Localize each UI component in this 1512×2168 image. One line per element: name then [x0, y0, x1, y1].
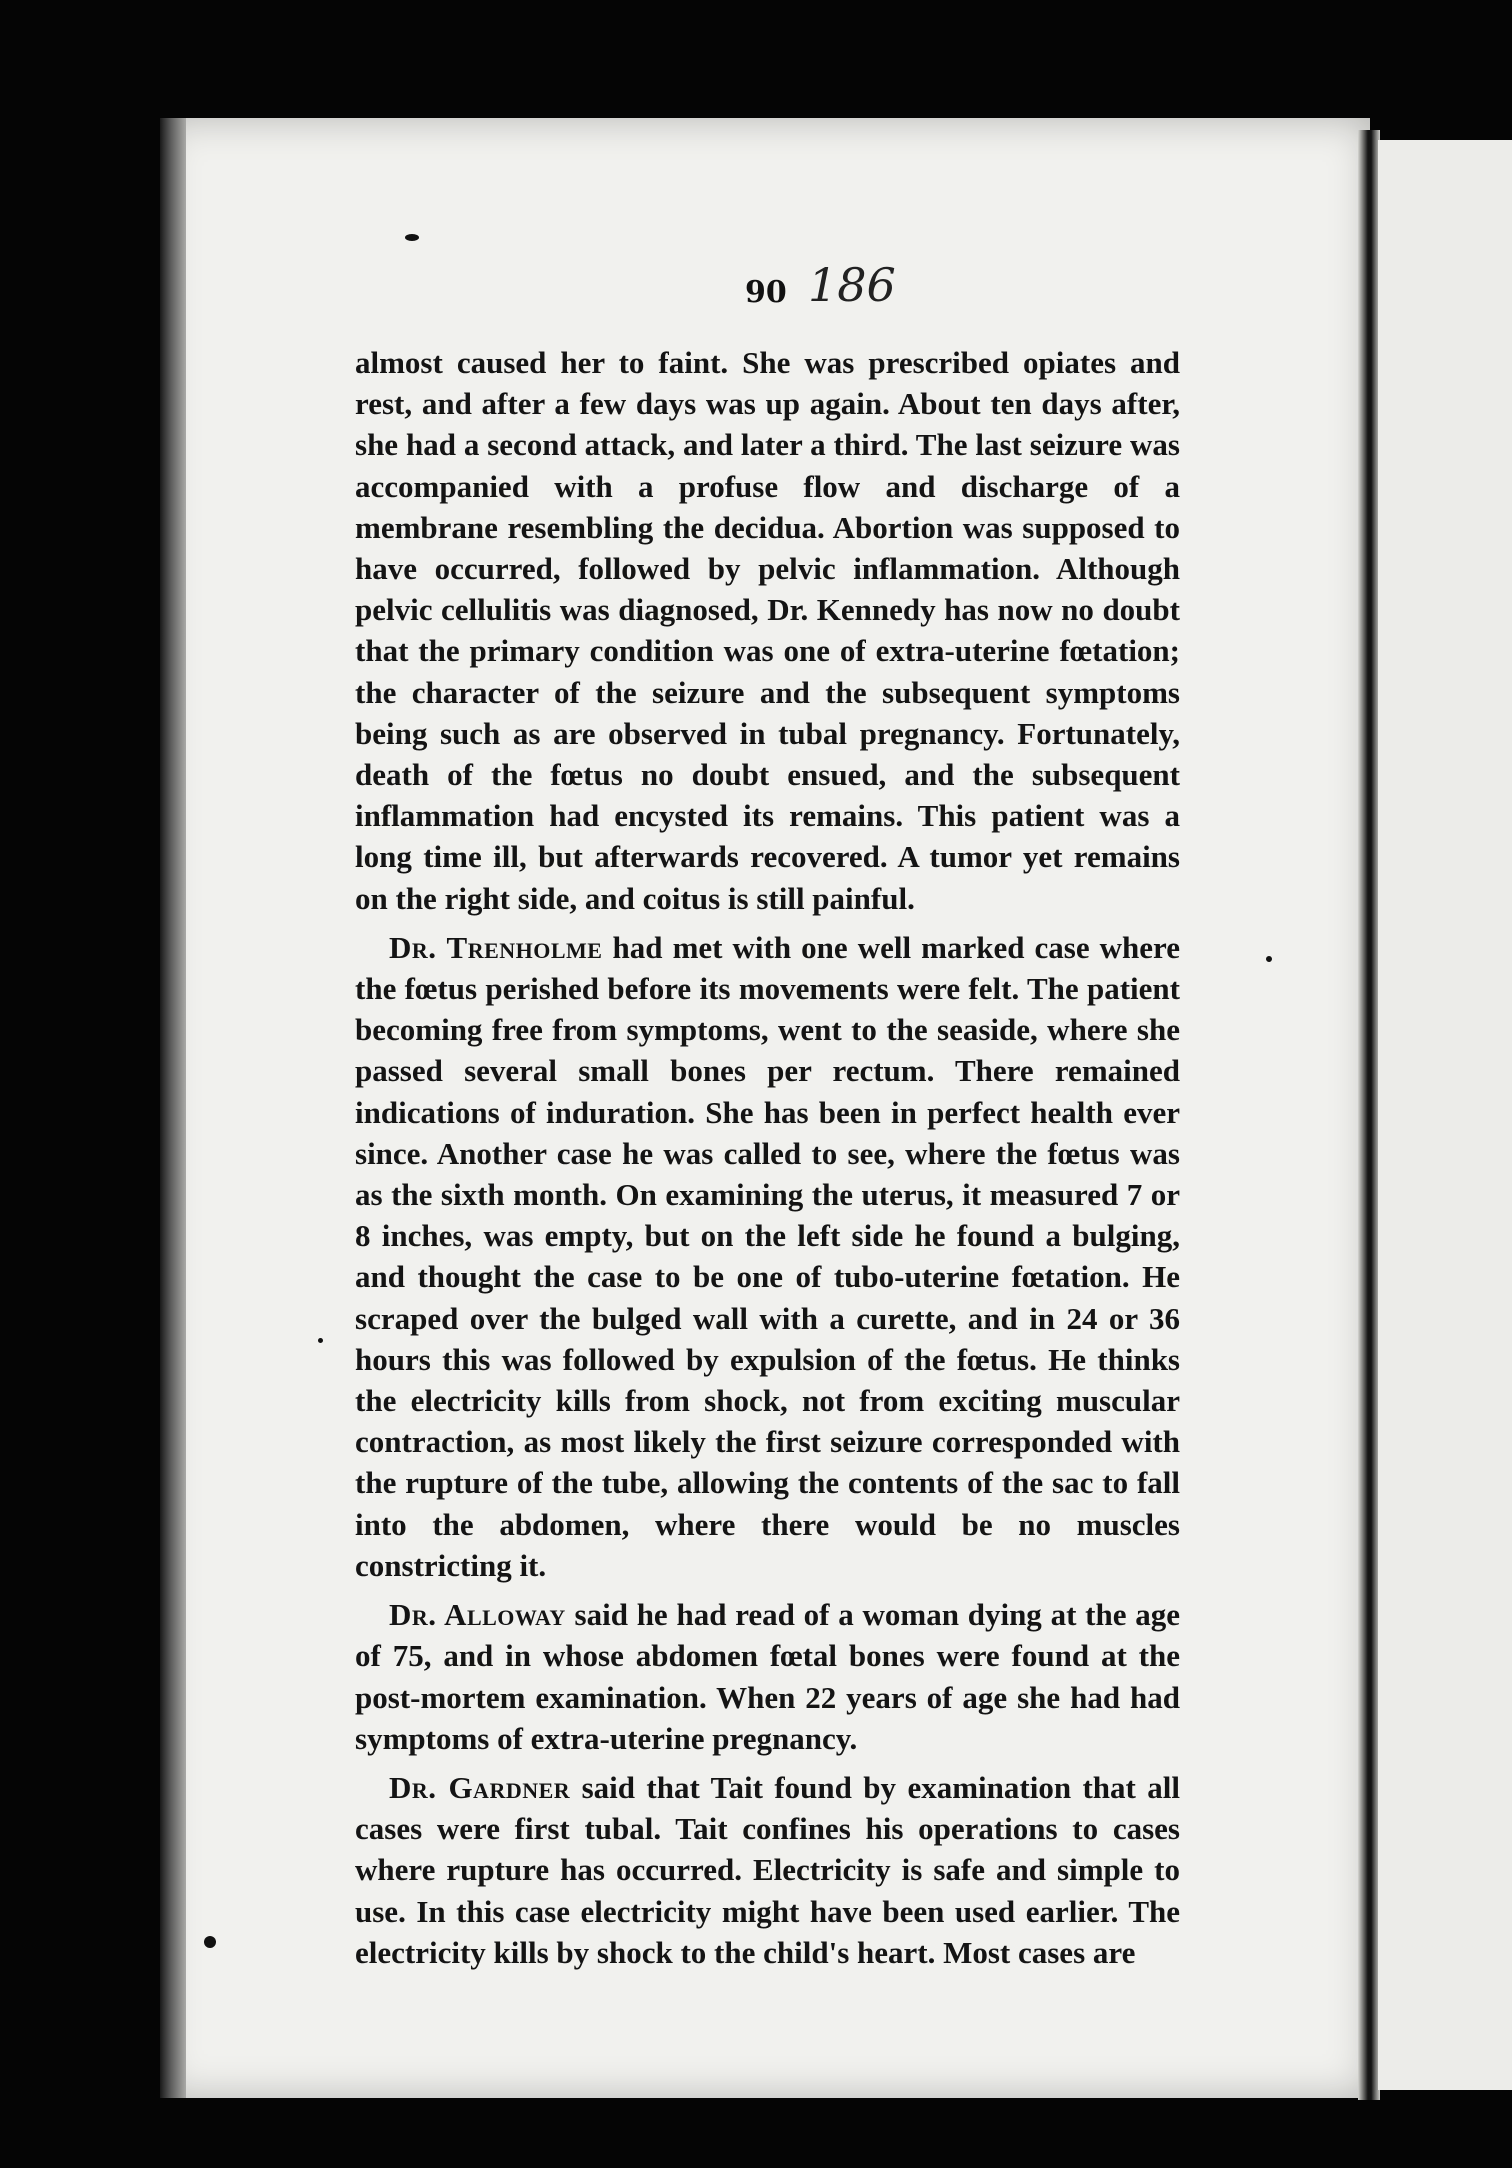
- ink-speck: [1266, 956, 1272, 962]
- ink-speck: [405, 234, 419, 241]
- page-number: 90: [745, 275, 787, 310]
- ink-speck: [204, 1936, 216, 1948]
- binding-edge: [160, 118, 186, 2098]
- handwritten-folio: 186: [808, 258, 896, 312]
- facing-page-edge: [1378, 140, 1512, 2090]
- paragraph-continuation: [355, 342, 1180, 919]
- paragraph-text: said he had read of a woman dying at the age of 75, and in whose abdomen fœtal bones were found at the post-mortem examination. When 22 years of age she had had symptoms of extra-uterine pregnancy.: [355, 1597, 1181, 1756]
- paragraph-alloway: [355, 1594, 1180, 1759]
- paragraph-text: almost caused her to faint. She was prescribed opiates and rest, and after a few days was up again. About ten days after, she had a second attack, and later a third. The last seizure was accompanied with a profuse flow and discharge of a membrane resembling the decidua. Abortion was supposed to have occurred, followed by pelvic inflammation. Although pelvic cellulitis was diagnosed, Dr. Kennedy has now no doubt that the primary condition was one of extra-uterine fœtation; the character of the seizure and the subsequent symptoms being such as are observed in tubal pregnancy. Fortunately, death of the fœtus no doubt ensued, and the subsequent inflammation had encysted its remains. This patient was a long time ill, but afterwards recovered. A tumor yet remains on the right side, and coitus is still painful.: [355, 345, 1180, 916]
- speaker-name: Dr. Trenholme: [389, 929, 603, 965]
- page-fold: [1358, 130, 1380, 2100]
- paragraph-gardner: [355, 1767, 1180, 1973]
- ink-speck: [318, 1338, 323, 1343]
- paragraph-text: said that Tait found by examination that all cases were first tubal. Tait confines his operations to cases where rupture has occurred. Electricity is safe and simple to use. In this case electricity might have been used earlier. The electricity kills by shock to the child's heart. Most cases are: [355, 1769, 1181, 1970]
- paragraph-trenholme: [355, 927, 1180, 1586]
- paragraph-text: had met with one well marked case where the fœtus perished before its movements were felt. The patient becoming free from symptoms, went to the seaside, where she passed several small bones per rectum. There remained indications of induration. She has been in perfect health ever since. Another case he was called to see, where the fœtus was as the sixth month. On examining the uterus, it measured 7 or 8 inches, was empty, but on the left side he found a bulging, and thought the case to be one of tubo-uterine fœtation. He scraped over the bulged wall with a curette, and in 24 or 36 hours this was followed by expulsion of the fœtus. He thinks the electricity kills from shock, not from exciting muscular contraction, as most likely the first seizure corresponded with the rupture of the tube, allowing the contents of the sac to fall into the abdomen, where there would be no muscles constricting it.: [355, 929, 1180, 1583]
- speaker-name: Dr. Alloway: [389, 1597, 566, 1633]
- body-text: [355, 342, 1180, 1973]
- speaker-name: Dr. Gardner: [389, 1769, 571, 1805]
